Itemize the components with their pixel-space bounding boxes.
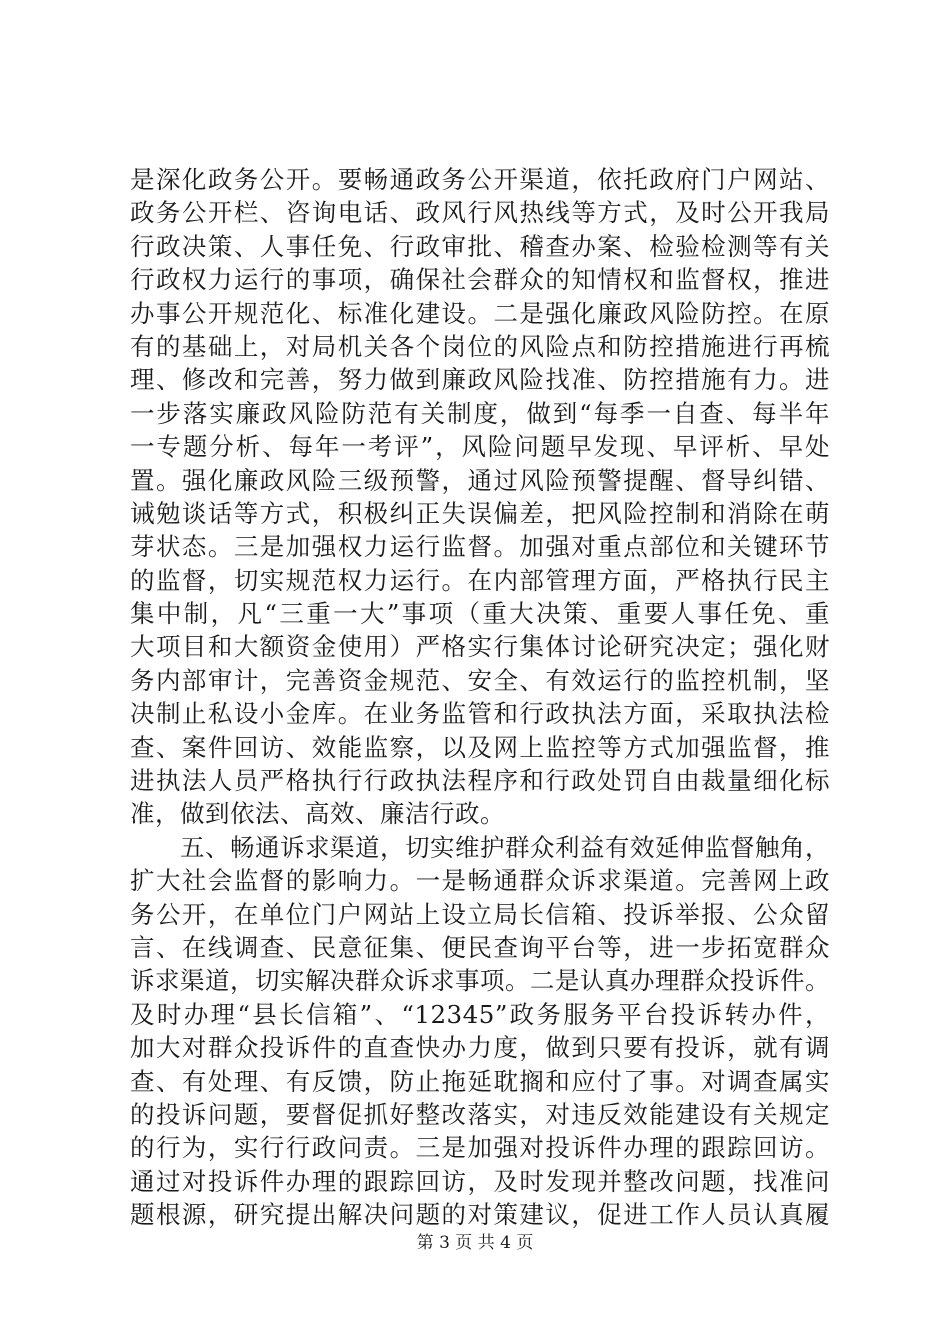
text-line: 是深化政务公开。要畅通政务公开渠道，依托政府门户网站、: [130, 165, 830, 194]
body-text: [130, 163, 830, 1232]
text-line: 的投诉问题，要督促抓好整改落实，对违反效能建设有关规定: [130, 1099, 830, 1129]
text-line: 务公开，在单位门户网站上设立局长信箱、投诉举报、公众留: [130, 899, 830, 929]
text-line: 的监督，切实规范权力运行。在内部管理方面，严格执行民主: [130, 565, 830, 595]
text-line: 通过对投诉件办理的跟踪回访，及时发现并整改问题，找准问: [130, 1166, 830, 1196]
text-line: 行政权力运行的事项，确保社会群众的知情权和监督权，推进: [130, 265, 830, 295]
page-footer: 第 3 页 共 4 页: [416, 1233, 534, 1253]
text-line: 诫勉谈话等方式，积极纠正失误偏差，把风险控制和消除在萌: [130, 498, 830, 528]
text-line: 理、修改和完善，努力做到廉政风险找准、防控措施有力。进: [130, 365, 830, 395]
text-line: 有的基础上，对局机关各个岗位的风险点和防控措施进行再梳: [130, 331, 830, 361]
text-line: 加大对群众投诉件的直查快办力度，做到只要有投诉，就有调: [130, 1033, 830, 1063]
text-line: 决制止私设小金库。在业务监管和行政执法方面，采取执法检: [130, 699, 830, 729]
text-line: 置。强化廉政风险三级预警，通过风险预警提醒、督导纠错、: [130, 465, 830, 495]
text-line: 芽状态。三是加强权力运行监督。加强对重点部位和关键环节: [130, 532, 830, 562]
text-line: 准，做到依法、高效、廉洁行政。: [130, 799, 505, 829]
text-line: 大项目和大额资金使用）严格实行集体讨论研究决定；强化财: [130, 632, 830, 662]
text-line: 及时办理“县长信箱”、“12345”政务服务平台投诉转办件，: [130, 999, 830, 1029]
text-line: 行政决策、人事任免、行政审批、稽查办案、检验检测等有关: [130, 231, 830, 261]
text-line: 扩大社会监督的影响力。一是畅通群众诉求渠道。完善网上政: [130, 866, 830, 896]
text-line: 查、案件回访、效能监察，以及网上监控等方式加强监督，推: [130, 732, 830, 762]
text-line: 集中制，凡“三重一大”事项（重大决策、重要人事任免、重: [130, 599, 830, 629]
text-line: 言、在线调查、民意征集、便民查询平台等，进一步拓宽群众: [130, 932, 830, 962]
text-line: 一步落实廉政风险防范有关制度，做到“每季一自查、每半年: [130, 398, 830, 428]
text-line: 政务公开栏、咨询电话、政风行风热线等方式，及时公开我局: [130, 198, 830, 228]
text-line: 进执法人员严格执行行政执法程序和行政处罚自由裁量细化标: [130, 766, 830, 796]
text-line: 的行为，实行行政问责。三是加强对投诉件办理的跟踪回访。: [130, 1133, 830, 1163]
text-line: 五、畅通诉求渠道，切实维护群众利益有效延伸监督触角，: [130, 832, 830, 862]
text-line: 查、有处理、有反馈，防止拖延耽搁和应付了事。对调查属实: [130, 1066, 830, 1096]
text-line: 一专题分析、每年一考评”，风险问题早发现、早评析、早处: [130, 432, 830, 462]
text-line: 办事公开规范化、标准化建设。二是强化廉政风险防控。在原: [130, 298, 830, 328]
text-line: 务内部审计，完善资金规范、安全、有效运行的监控机制，坚: [130, 665, 830, 695]
text-line: 题根源，研究提出解决问题的对策建议，促进工作人员认真履: [130, 1200, 830, 1230]
text-line: 诉求渠道，切实解决群众诉求事项。二是认真办理群众投诉件。: [130, 966, 830, 996]
